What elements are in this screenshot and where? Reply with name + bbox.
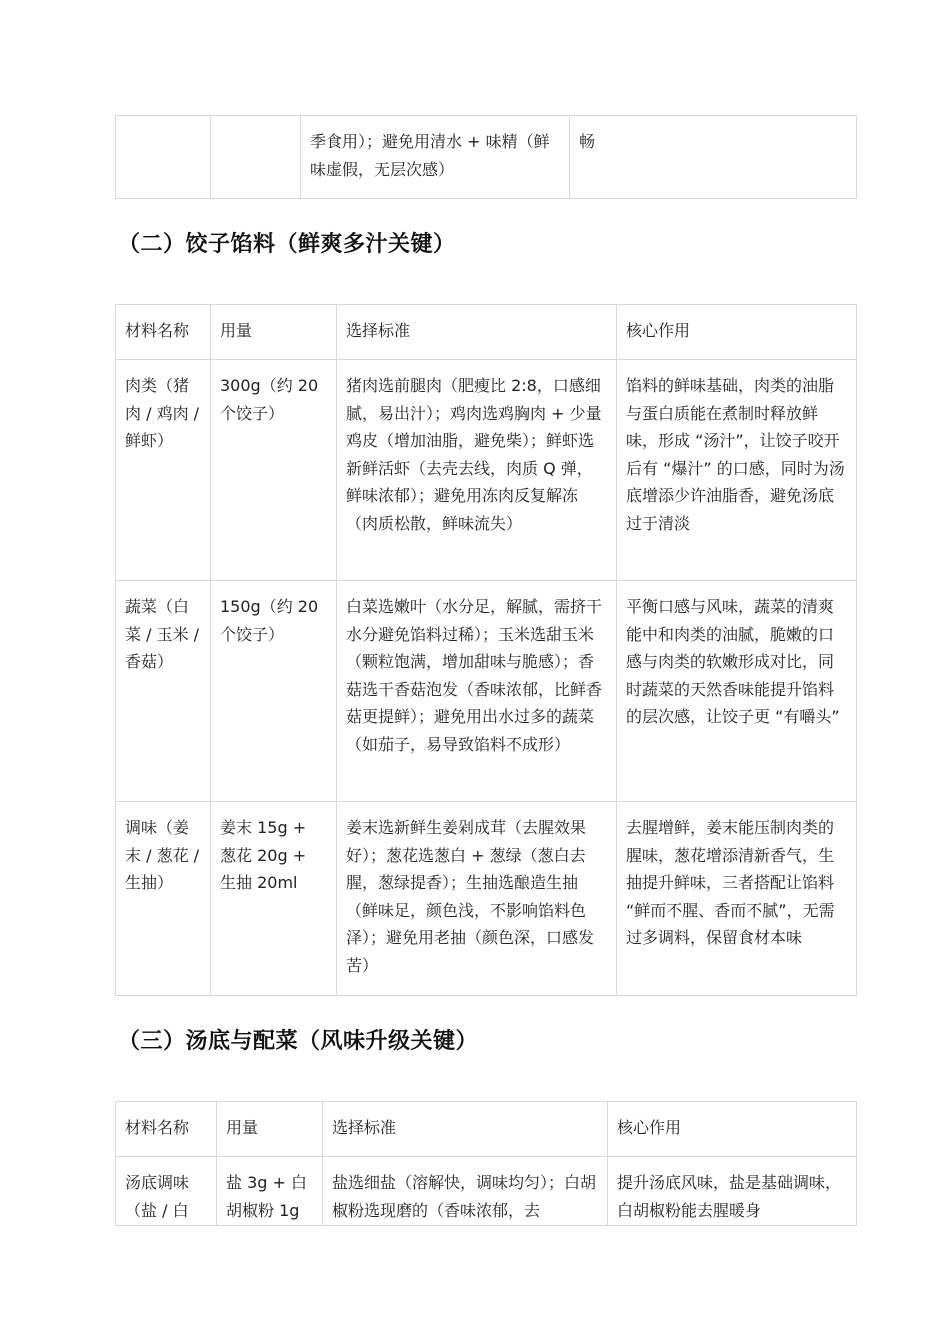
amount: 150g（约 20 个饺子） [211,581,337,802]
table-row [116,1157,857,1227]
section-heading-soup-base: （三）汤底与配菜（风味升级关键） [118,1029,479,1054]
selection-criteria: 盐选细盐（溶解快，调味均匀）；白胡椒粉选现磨的（香味浓郁，去 [323,1157,608,1227]
core-role: 提升汤底风味，盐是基础调味，白胡椒粉能去腥暖身 [608,1157,857,1227]
material-name: 蔬菜（白菜 / 玉米 / 香菇） [116,581,211,802]
column-header: 材料名称 [116,305,211,360]
amount: 姜末 15g + 葱花 20g + 生抽 20ml [211,802,337,996]
material-name: 调味（姜末 / 葱花 / 生抽） [116,802,211,996]
amount: 盐 3g + 白胡椒粉 1g [217,1157,323,1227]
column-header: 用量 [217,1102,323,1157]
selection-criteria: 姜末选新鲜生姜剁成茸（去腥效果好）；葱花选葱白 + 葱绿（葱白去腥，葱绿提香）；生抽选酿造生抽（鲜味足，颜色浅，不影响馅料色泽）；避免用老抽（颜色深，口感发苦） [337,802,617,996]
column-header: 核心作用 [608,1102,857,1157]
table-cell: 畅 [570,116,857,199]
selection-criteria: 猪肉选前腿肉（肥瘦比 2:8，口感细腻，易出汁）；鸡肉选鸡胸肉 + 少量鸡皮（增加油脂，避免柴）；鲜虾选新鲜活虾（去壳去线，肉质 Q 弹，鲜味浓郁）；避免用冻肉反复解冻（肉质松散，鲜味流失） [337,360,617,581]
table-cell: 季食用）；避免用清水 + 味精（鲜味虚假，无层次感） [301,116,570,199]
table-header-row [116,1102,857,1157]
column-header: 材料名称 [116,1102,217,1157]
table-bottom-border [115,1225,856,1226]
section-heading-dumpling-filling: （二）饺子馅料（鲜爽多汁关键） [118,232,456,257]
selection-criteria: 白菜选嫩叶（水分足，解腻，需挤干水分避免馅料过稀）；玉米选甜玉米（颗粒饱满，增加甜味与脆感）；香菇选干香菇泡发（香味浓郁，比鲜香菇更提鲜）；避免用出水过多的蔬菜（如茄子，易导致馅料不成形） [337,581,617,802]
material-name: 肉类（猪肉 / 鸡肉 / 鲜虾） [116,360,211,581]
column-header: 用量 [211,305,337,360]
column-header: 核心作用 [617,305,857,360]
material-name: 汤底调味（盐 / 白 [116,1157,217,1227]
core-role: 平衡口感与风味，蔬菜的清爽能中和肉类的油腻，脆嫩的口感与肉类的软嫩形成对比，同时蔬菜的天然香味能提升馅料的层次感，让饺子更 “有嚼头” [617,581,857,802]
soup-base-table [115,1101,857,1226]
core-role: 去腥增鲜，姜末能压制肉类的腥味，葱花增添清新香气，生抽提升鲜味，三者搭配让馅料 “鲜而不腥、香而不腻”，无需过多调料，保留食材本味 [617,802,857,996]
amount: 300g（约 20 个饺子） [211,360,337,581]
core-role: 馅料的鲜味基础，肉类的油脂与蛋白质能在煮制时释放鲜味，形成 “汤汁”，让饺子咬开后有 “爆汁” 的口感，同时为汤底增添少许油脂香，避免汤底过于清淡 [617,360,857,581]
column-header: 选择标准 [337,305,617,360]
column-header: 选择标准 [323,1102,608,1157]
